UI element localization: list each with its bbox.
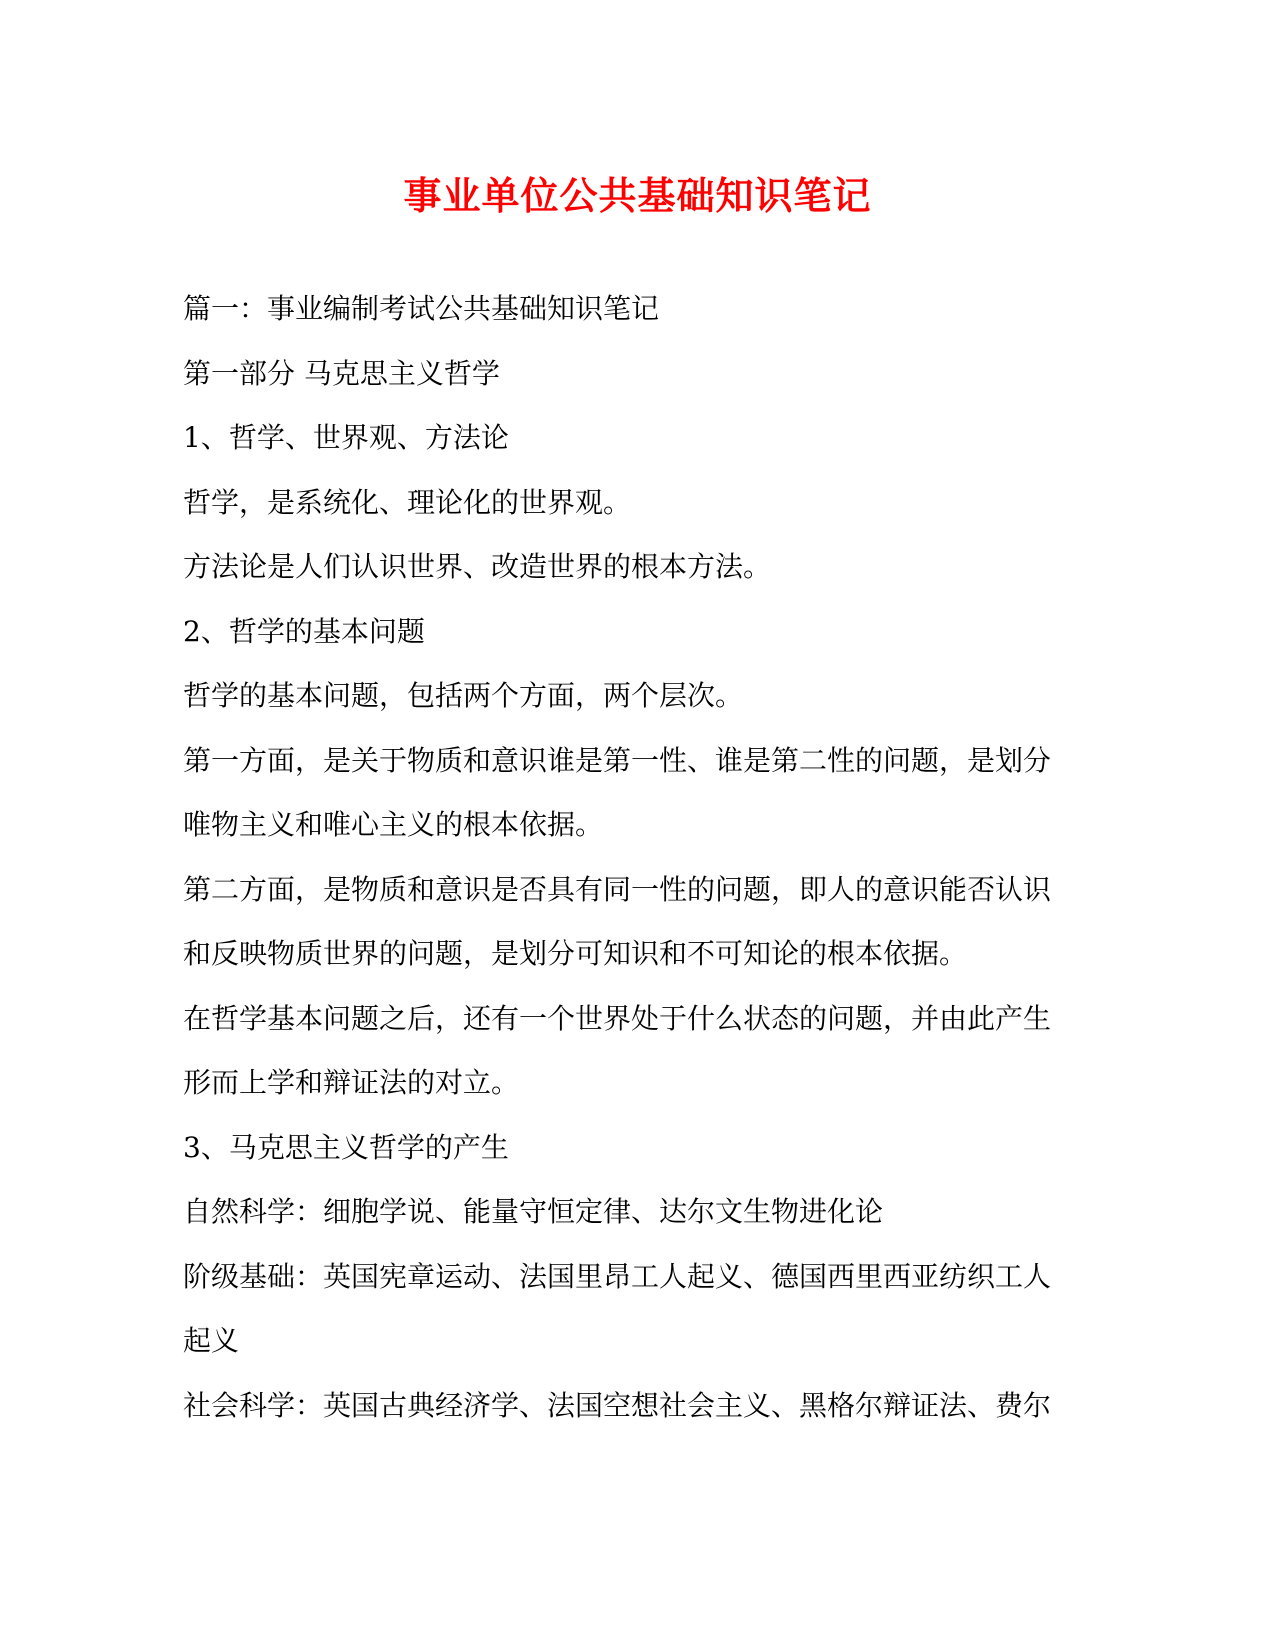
paragraph-line: 形而上学和辩证法的对立。 (183, 1066, 520, 1099)
document-title: 事业单位公共基础知识笔记 (403, 173, 872, 218)
subsection-heading: 2、哲学的基本问题 (183, 614, 425, 648)
paragraph-line: 和反映物质世界的问题，是划分可知识和不可知论的根本依据。 (183, 937, 968, 970)
paragraph-line: 起义 (183, 1324, 240, 1357)
paragraph-line: 哲学，是系统化、理论化的世界观。 (183, 485, 632, 519)
part-heading: 第一部分 马克思主义哲学 (183, 356, 500, 390)
paragraph-line: 阶级基础：英国宪章运动、法国里昂工人起义、德国西里西亚纺织工人 (183, 1259, 1052, 1293)
paragraph-line: 社会科学：英国古典经济学、法国空想社会主义、黑格尔辩证法、费尔 (183, 1388, 1052, 1422)
paragraph-line: 自然科学：细胞学说、能量守恒定律、达尔文生物进化论 (183, 1195, 884, 1228)
section-heading: 篇一：事业编制考试公共基础知识笔记 (183, 292, 660, 325)
paragraph-line: 第二方面，是物质和意识是否具有同一性的问题，即人的意识能否认识 (183, 872, 1052, 906)
paragraph-line: 哲学的基本问题，包括两个方面，两个层次。 (183, 679, 744, 712)
paragraph-line: 第一方面，是关于物质和意识谁是第一性、谁是第二性的问题，是划分 (183, 743, 1052, 777)
document-body (183, 277, 1083, 1438)
subsection-heading: 3、马克思主义哲学的产生 (183, 1130, 509, 1164)
subsection-heading: 1、哲学、世界观、方法论 (183, 421, 509, 454)
paragraph-line: 在哲学基本问题之后，还有一个世界处于什么状态的问题，并由此产生 (183, 1001, 1052, 1035)
paragraph-line: 方法论是人们认识世界、改造世界的根本方法。 (183, 550, 772, 583)
paragraph-line: 唯物主义和唯心主义的根本依据。 (183, 808, 604, 841)
